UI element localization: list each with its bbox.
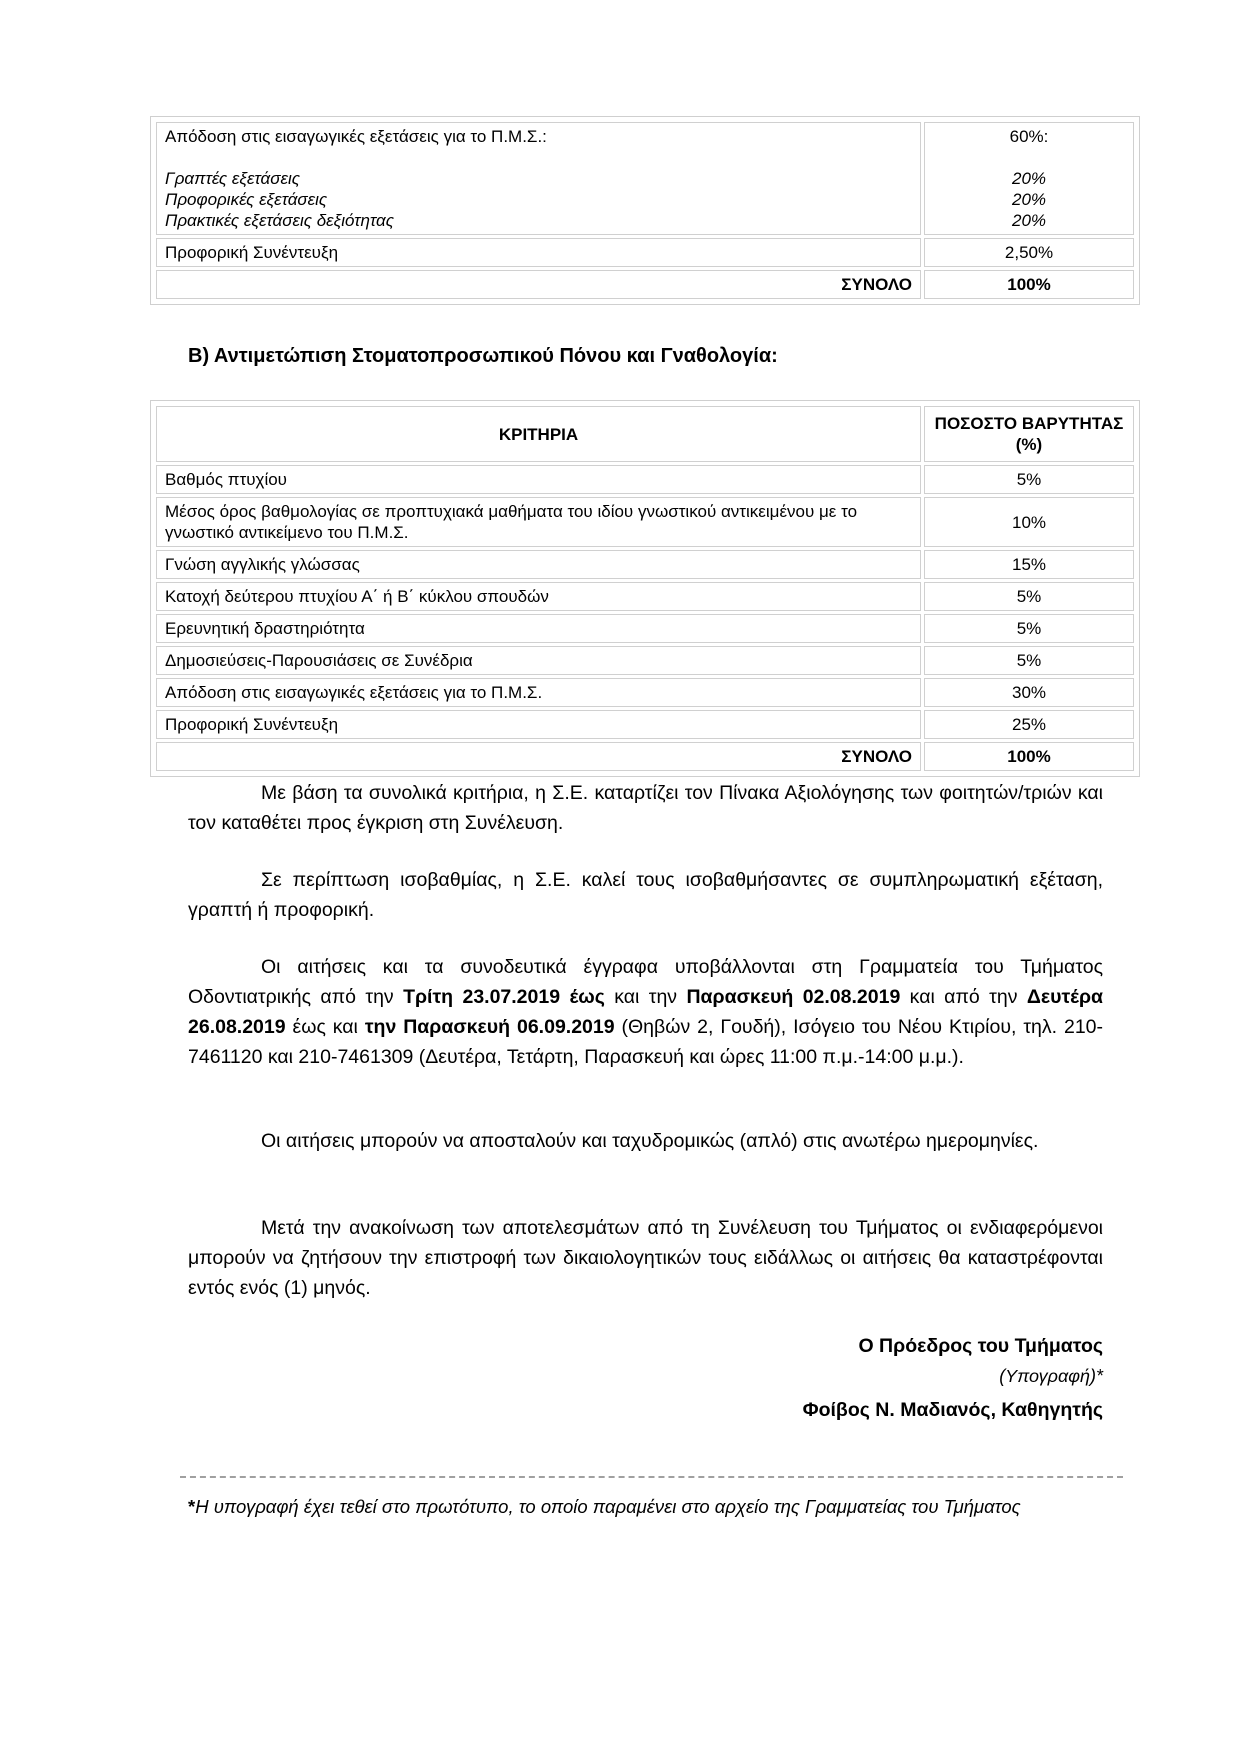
criterion-sub-text: Γραπτές εξετάσεις [165,169,300,188]
table-row [156,238,1134,267]
paragraph-return: Μετά την ανακοίνωση των αποτελεσμάτων από τη Συνέλευση του Τμήματος οι ενδιαφερόμενοι μπορούν να ζητήσουν την επιστροφή των δικαιολογητικών τους ειδάλλως οι αιτήσεις θα καταστρέφονται εντός ενός (1) μηνός. [188,1217,1103,1299]
paragraph-mail: Οι αιτήσεις μπορούν να αποσταλούν και ταχυδρομικώς (απλό) στις ανωτέρω ημερομηνίες. [261,1130,1039,1152]
total-row [156,742,1134,771]
paragraph-tie: Σε περίπτωση ισοβαθμίας, η Σ.Ε. καλεί τους ισοβαθμήσαντες σε συμπληρωματική εξέταση, γραπτή ή προφορική. [188,869,1103,921]
footnote-star: * [188,1496,196,1517]
weight-cell: 30% [924,678,1134,707]
text-span: (Θηβών 2, Γουδή), Ισόγειο του Νέου Κτιρίου, τηλ. 210-7461120 και 210-7461309 (Δευτέρα, Τετάρτη, Παρασκευή και ώρες 11:00 π.μ.-14:00 μ.μ.). [188,1016,1104,1068]
criterion-cell: Γνώση αγγλικής γλώσσας [156,550,921,579]
table-row [156,614,1134,643]
criterion-sub-text: Πρακτικές εξετάσεις δεξιότητας [165,211,394,230]
criteria-table-a [150,116,1140,305]
weight-cell: 15% [924,550,1134,579]
text-span: και από την [900,986,1027,1008]
signature-name: Φοίβος Ν. Μαδιανός, Καθηγητής [802,1399,1103,1421]
total-label: ΣΥΝΟΛΟ [156,270,921,299]
weight-cell: 5% [924,582,1134,611]
criteria-table-b [150,400,1140,777]
weight-cell [924,122,1134,235]
header-criteria: ΚΡΙΤΗΡΙΑ [156,406,921,462]
text-span: και την [604,986,687,1008]
text-span: Οι αιτήσεις και τα συνοδευτικά έγγραφα υποβάλλονται στη Γραμματεία του Τμήματος Οδοντιατρικής από την [188,956,1103,1008]
table-row [156,646,1134,675]
date-start-1: Τρίτη 23.07.2019 έως [403,986,605,1008]
table-row [156,550,1134,579]
criterion-text: Απόδοση στις εισαγωγικές εξετάσεις για το Π.Μ.Σ.: [165,127,547,146]
total-value: 100% [924,270,1134,299]
spacer [165,147,912,168]
criterion-cell: Βαθμός πτυχίου [156,465,921,494]
table-row [156,678,1134,707]
footnote-divider [180,1476,1123,1478]
weight-cell: 5% [924,614,1134,643]
paragraph-evaluation: Με βάση τα συνολικά κριτήρια, η Σ.Ε. καταρτίζει τον Πίνακα Αξιολόγησης των φοιτητών/τριών και τον καταθέτει προς έγκριση στη Συνέλευση. [188,782,1103,834]
table-row [156,710,1134,739]
weight-cell: 25% [924,710,1134,739]
date-end-2: την Παρασκευή 06.09.2019 [364,1016,615,1038]
criterion-cell: Απόδοση στις εισαγωγικές εξετάσεις για το Π.Μ.Σ. [156,678,921,707]
criterion-sub-text: Προφορικές εξετάσεις [165,190,328,209]
weight-cell: 10% [924,497,1134,547]
weight-sub-text: 20% [1011,190,1047,209]
total-row [156,270,1134,299]
table-row [156,465,1134,494]
criterion-cell: Μέσος όρος βαθμολογίας σε προπτυχιακά μαθήματα του ιδίου γνωστικού αντικειμένου με το γνωστικό αντικείμενο του Π.Μ.Σ. [156,497,921,547]
criterion-cell: Ερευνητική δραστηριότητα [156,614,921,643]
criterion-cell [156,122,921,235]
section-b-title: Β) Αντιμετώπιση Στοματοπροσωπικού Πόνου και Γναθολογία: [188,345,778,367]
footnote-text: Η υπογραφή έχει τεθεί στο πρωτότυπο, το οποίο παραμένει στο αρχείο της Γραμματείας του Τμήματος [195,1496,1021,1517]
table-row [156,582,1134,611]
spacer [933,147,1125,168]
criterion-cell: Προφορική Συνέντευξη [156,238,921,267]
weight-cell: 2,50% [924,238,1134,267]
criterion-cell: Κατοχή δεύτερου πτυχίου Α΄ ή Β΄ κύκλου σπουδών [156,582,921,611]
paragraph-applications [188,952,1103,1072]
table-row [156,497,1134,547]
table-row [156,122,1134,235]
signature-title: Ο Πρόεδρος του Τμήματος [858,1335,1103,1357]
weight-sub-text: 20% [1011,169,1047,188]
total-value: 100% [924,742,1134,771]
weight-cell: 5% [924,646,1134,675]
total-label: ΣΥΝΟΛΟ [156,742,921,771]
text-span: έως και [285,1016,365,1038]
criterion-cell: Δημοσιεύσεις-Παρουσιάσεις σε Συνέδρια [156,646,921,675]
signature-note: (Υπογραφή)* [999,1366,1103,1386]
date-start-2: Δευτέρα 26.08.2019 [188,986,1103,1038]
footnote [188,1488,1103,1525]
weight-text: 60%: [1009,127,1049,146]
date-end-1: Παρασκευή 02.08.2019 [686,986,901,1008]
header-weight: ΠΟΣΟΣΤΟ ΒΑΡΥΤΗΤΑΣ (%) [924,406,1134,462]
weight-sub-text: 20% [1011,211,1047,230]
header-row [156,406,1134,462]
criterion-cell: Προφορική Συνέντευξη [156,710,921,739]
weight-cell: 5% [924,465,1134,494]
